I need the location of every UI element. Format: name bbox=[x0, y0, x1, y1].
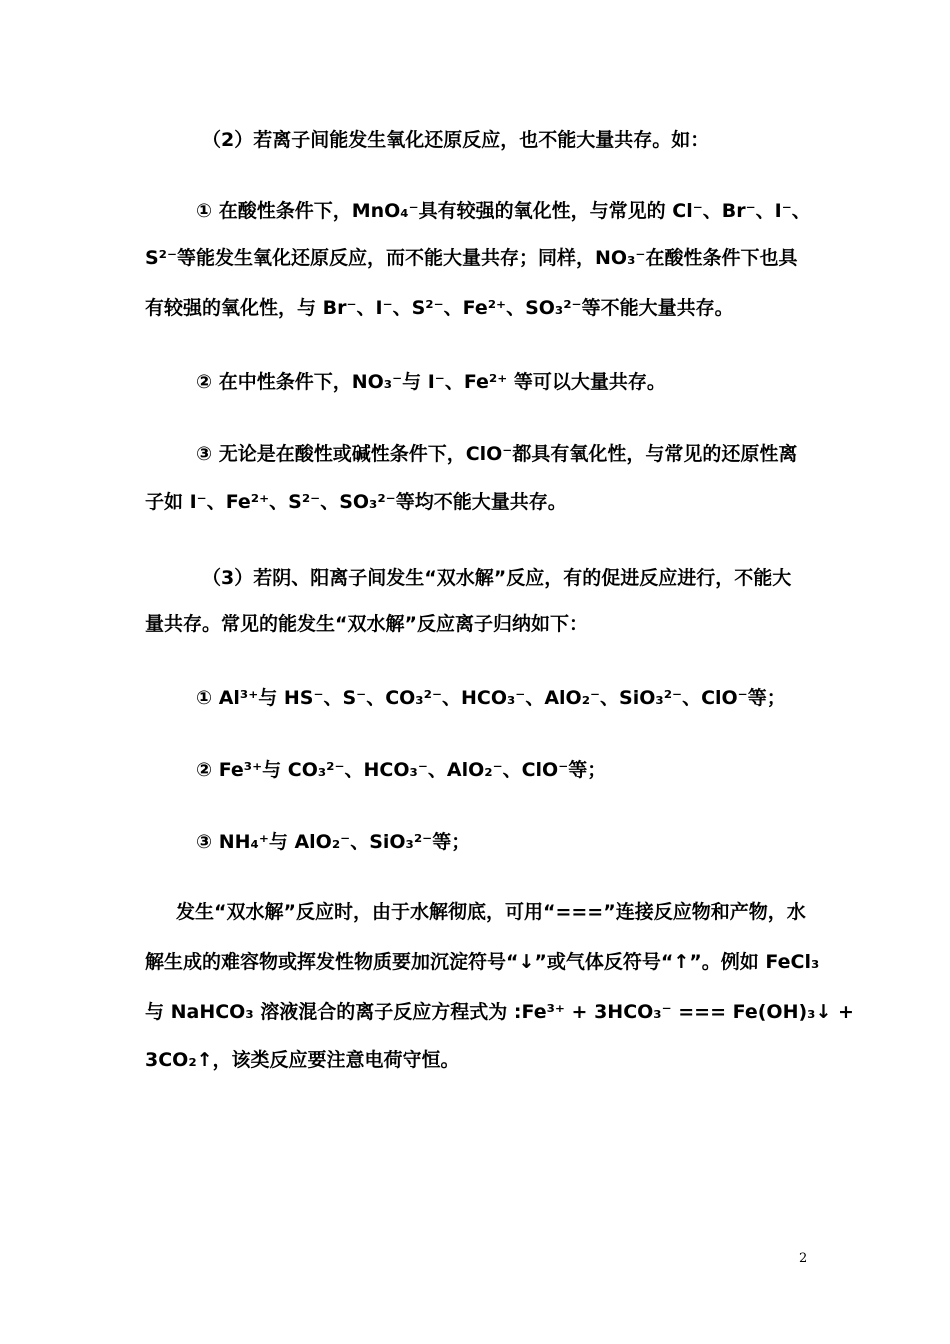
paragraph-line: （3）若阴、阳离子间发生“双水解”反应，有的促进反应进行，不能大 bbox=[202, 567, 792, 589]
paragraph-line: 有较强的氧化性，与 Br⁻、I⁻、S²⁻、Fe²⁺、SO₃²⁻等不能大量共存。 bbox=[145, 297, 734, 319]
page-number: 2 bbox=[799, 1251, 808, 1266]
paragraph-line: 与 NaHCO₃ 溶液混合的离子反应方程式为 :Fe³⁺ + 3HCO₃⁻ === Fe(OH)₃↓ + bbox=[145, 1001, 854, 1023]
paragraph-line: 发生“双水解”反应时，由于水解彻底，可用“===”连接反应物和产物，水 bbox=[176, 901, 806, 923]
paragraph-line: 3CO₂↑，该类反应要注意电荷守恒。 bbox=[145, 1049, 460, 1071]
paragraph-line: ② 在中性条件下，NO₃⁻与 I⁻、Fe²⁺ 等可以大量共存。 bbox=[196, 371, 666, 393]
paragraph-line: ③ 无论是在酸性或碱性条件下，ClO⁻都具有氧化性，与常见的还原性离 bbox=[196, 443, 798, 465]
paragraph-line: 量共存。常见的能发生“双水解”反应离子归纳如下： bbox=[145, 613, 588, 635]
paragraph-line: 子如 I⁻、Fe²⁺、S²⁻、SO₃²⁻等均不能大量共存。 bbox=[145, 491, 567, 513]
paragraph-line: S²⁻等能发生氧化还原反应，而不能大量共存；同样，NO₃⁻在酸性条件下也具 bbox=[145, 247, 798, 269]
paragraph-line: ② Fe³⁺与 CO₃²⁻、HCO₃⁻、AlO₂⁻、ClO⁻等； bbox=[196, 759, 607, 781]
paragraph-line: ① 在酸性条件下，MnO₄⁻具有较强的氧化性，与常见的 Cl⁻、Br⁻、I⁻、 bbox=[196, 200, 811, 222]
paragraph-line: 解生成的难容物或挥发性物质要加沉淀符号“↓”或气体反符号“↑”。例如 FeCl₃ bbox=[145, 951, 820, 973]
paragraph-line: ③ NH₄⁺与 AlO₂⁻、SiO₃²⁻等； bbox=[196, 831, 471, 853]
paragraph-line: ① Al³⁺与 HS⁻、S⁻、CO₃²⁻、HCO₃⁻、AlO₂⁻、SiO₃²⁻、ClO⁻等； bbox=[196, 687, 786, 709]
paragraph-line: （2）若离子间能发生氧化还原反应，也不能大量共存。如： bbox=[202, 129, 710, 151]
